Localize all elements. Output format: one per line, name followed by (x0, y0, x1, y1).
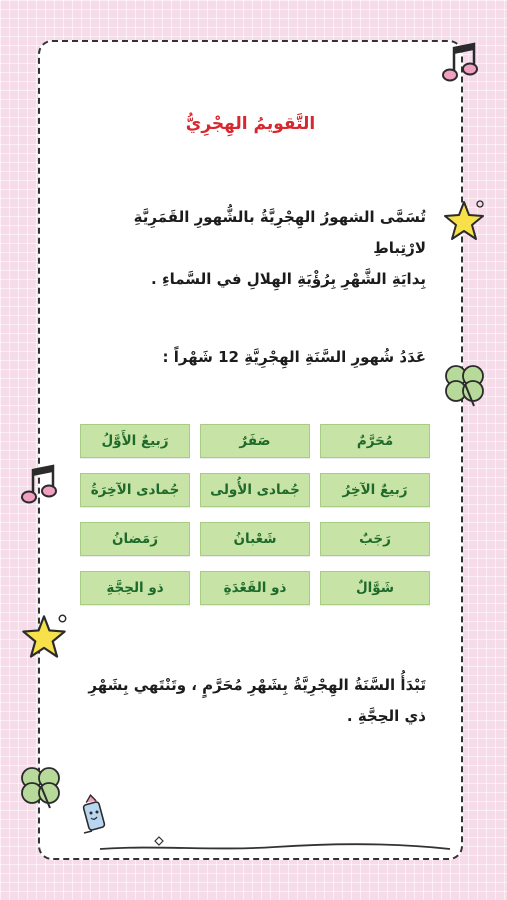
music-note-icon (440, 40, 482, 86)
month-dhu-al-hijjah: ذو الحِجَّةِ (80, 571, 190, 605)
month-jumada-al-ula: جُمادى الأُولى (200, 473, 310, 507)
intro-line-2: بِدايَةِ الشَّهْرِ بِرُؤْيَةِ الهِلالِ في السَّماءِ . (151, 270, 426, 288)
scribble-line-icon (95, 827, 455, 857)
months-count-line: عَدَدُ شُهورِ السَّنَةِ الهِجْرِيَّةِ 12 شَهْراً : (162, 348, 426, 366)
closing-line: تَبْدَأُ السَّنَةُ الهِجْرِيَّةُ بِشَهْرِ مُحَرَّمٍ ، وتَنْتَهي بِشَهْرِ ذي الحِجَّةِ . (88, 676, 426, 725)
star-icon (442, 198, 486, 244)
month-muharram: مُحَرَّمٌ (320, 424, 430, 458)
month-rabi-al-akhir: رَبيعٌ الآخِرُ (320, 473, 430, 507)
clover-icon (16, 760, 66, 812)
intro-paragraph (78, 202, 426, 295)
month-safar: صَفَرٌ (200, 424, 310, 458)
star-icon (20, 612, 68, 662)
crayon-character-icon (78, 793, 110, 839)
month-shaban: شَعْبانُ (200, 522, 310, 556)
clover-icon (440, 358, 490, 410)
month-dhu-al-qadah: ذو القَعْدَةِ (200, 571, 310, 605)
month-rabi-al-awwal: رَبيعٌ الأَوَّلُ (80, 424, 190, 458)
intro-line-1: تُسَمَّى الشهورُ الهِجْرِيَّةُ بالشُّهورِ القَمَرِيَّةِ لارْتِباطِ (133, 208, 426, 257)
music-note-icon (18, 462, 62, 508)
lesson-card (38, 40, 463, 860)
page-title: التَّقويمُ الهِجْرِيُّ (185, 114, 316, 134)
month-rajab: رَجَبٌ (320, 522, 430, 556)
month-ramadan: رَمَضانُ (80, 522, 190, 556)
month-jumada-al-akhira: جُمادى الآخِرَةُ (80, 473, 190, 507)
months-grid (78, 424, 430, 605)
month-shawwal: شَوَّالٌ (320, 571, 430, 605)
